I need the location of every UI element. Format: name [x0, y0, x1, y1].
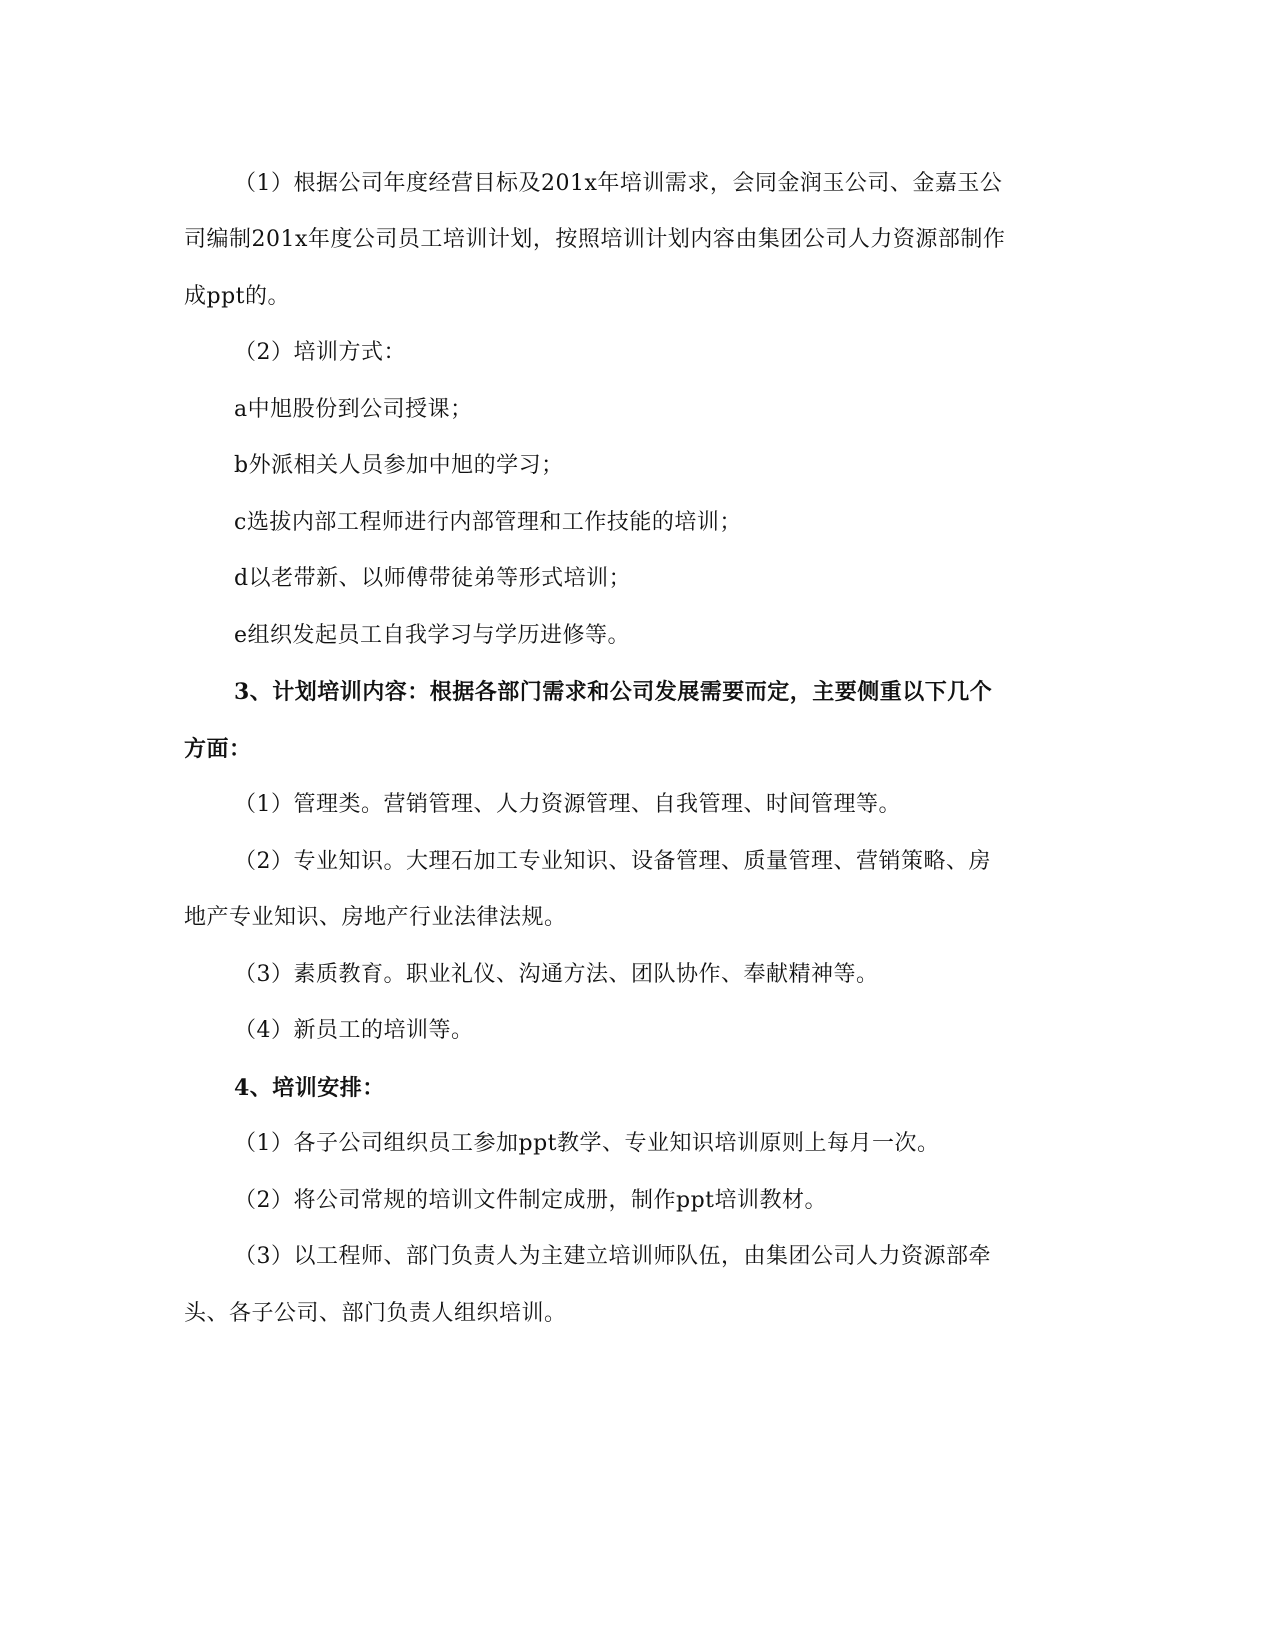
content-item-4: （4）新员工的培训等。 [234, 1018, 474, 1043]
section-3-heading-line-1: 3、计划培训内容：根据各部门需求和公司发展需要而定，主要侧重以下几个 [234, 679, 993, 705]
content-item-2-line-2: 地产专业知识、房地产行业法律法规。 [184, 905, 567, 930]
content-item-3: （3）素质教育。职业礼仪、沟通方法、团队协作、奉献精神等。 [234, 962, 879, 987]
paragraph-1-line-1: （1）根据公司年度经营目标及201x年培训需求，会同金润玉公司、金嘉玉公 [234, 171, 1003, 196]
section-3-heading-line-2: 方面： [184, 736, 252, 762]
paragraph-1-line-3: 成ppt的。 [184, 284, 291, 309]
method-item-a: a中旭股份到公司授课； [234, 397, 473, 422]
method-item-d: d以老带新、以师傅带徒弟等形式培训； [234, 566, 632, 591]
arrangement-item-3-line-1: （3）以工程师、部门负责人为主建立培训师队伍，由集团公司人力资源部牵 [234, 1244, 991, 1269]
training-methods-heading: （2）培训方式： [234, 340, 406, 365]
paragraph-1-line-2: 司编制201x年度公司员工培训计划，按照培训计划内容由集团公司人力资源部制作 [184, 227, 1006, 252]
section-4-heading: 4、培训安排： [234, 1075, 385, 1101]
content-item-1: （1）管理类。营销管理、人力资源管理、自我管理、时间管理等。 [234, 792, 901, 817]
method-item-c: c选拔内部工程师进行内部管理和工作技能的培训； [234, 510, 742, 535]
method-item-e: e组织发起员工自我学习与学历进修等。 [234, 623, 631, 648]
method-item-b: b外派相关人员参加中旭的学习； [234, 453, 564, 478]
arrangement-item-3-line-2: 头、各子公司、部门负责人组织培训。 [184, 1301, 567, 1326]
arrangement-item-1: （1）各子公司组织员工参加ppt教学、专业知识培训原则上每月一次。 [234, 1131, 940, 1156]
content-item-2-line-1: （2）专业知识。大理石加工专业知识、设备管理、质量管理、营销策略、房 [234, 849, 991, 874]
arrangement-item-2: （2）将公司常规的培训文件制定成册，制作ppt培训教材。 [234, 1188, 828, 1213]
